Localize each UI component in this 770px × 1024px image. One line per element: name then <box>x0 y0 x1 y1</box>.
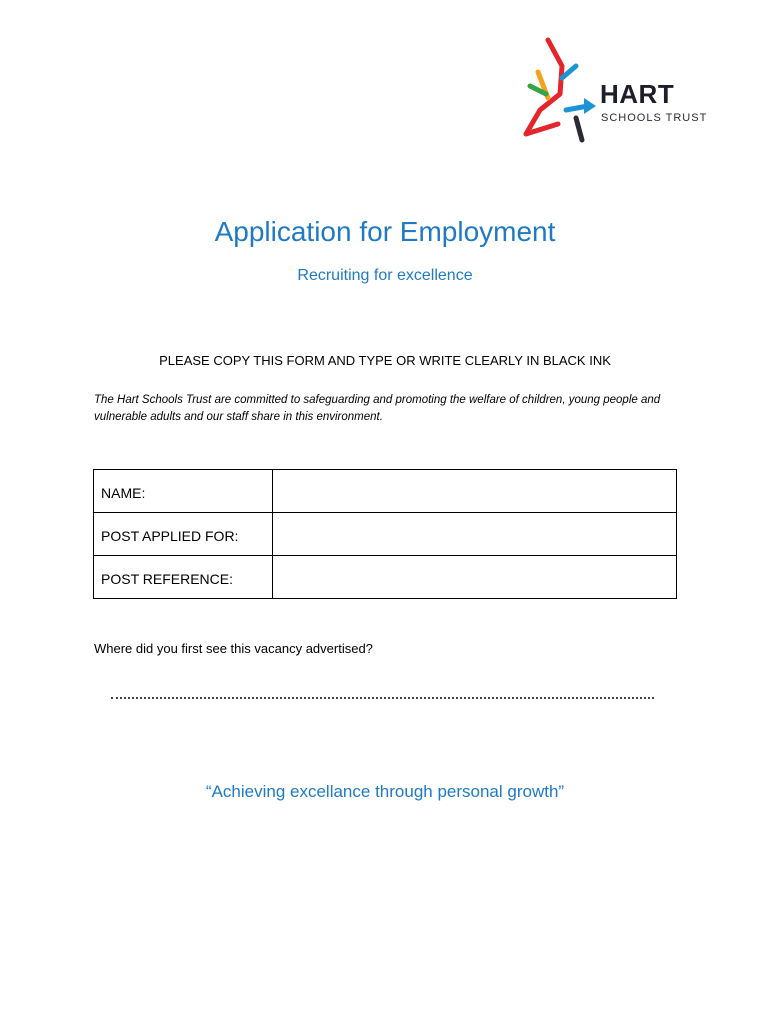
post-reference-label: POST REFERENCE: <box>94 556 273 599</box>
form-instruction: PLEASE COPY THIS FORM AND TYPE OR WRITE CLEARLY IN BLACK INK <box>159 353 611 368</box>
table-row <box>94 556 677 599</box>
applicant-details-table <box>93 469 677 599</box>
logo-subtitle: SCHOOLS TRUST <box>601 112 708 124</box>
table-row <box>94 470 677 513</box>
hart-schools-trust-logo <box>518 36 718 146</box>
vacancy-source-answer-line[interactable] <box>111 697 654 699</box>
logo-name: HART <box>600 79 675 109</box>
trust-motto: “Achieving excellance through personal growth” <box>205 782 565 801</box>
safeguarding-statement: The Hart Schools Trust are committed to safeguarding and promoting the welfare of children, young people and vulnerable adults and our staff share in this environment. <box>94 394 661 423</box>
post-applied-field[interactable] <box>273 513 677 556</box>
page-title: Application for Employment <box>214 216 556 247</box>
hart-logo-mark-icon <box>518 36 598 146</box>
vacancy-source-question: Where did you first see this vacancy advertised? <box>94 641 373 656</box>
page-subtitle: Recruiting for excellence <box>297 267 473 284</box>
name-field[interactable] <box>273 470 677 513</box>
post-applied-label: POST APPLIED FOR: <box>94 513 273 556</box>
name-label: NAME: <box>94 470 273 513</box>
table-row <box>94 513 677 556</box>
post-reference-field[interactable] <box>273 556 677 599</box>
